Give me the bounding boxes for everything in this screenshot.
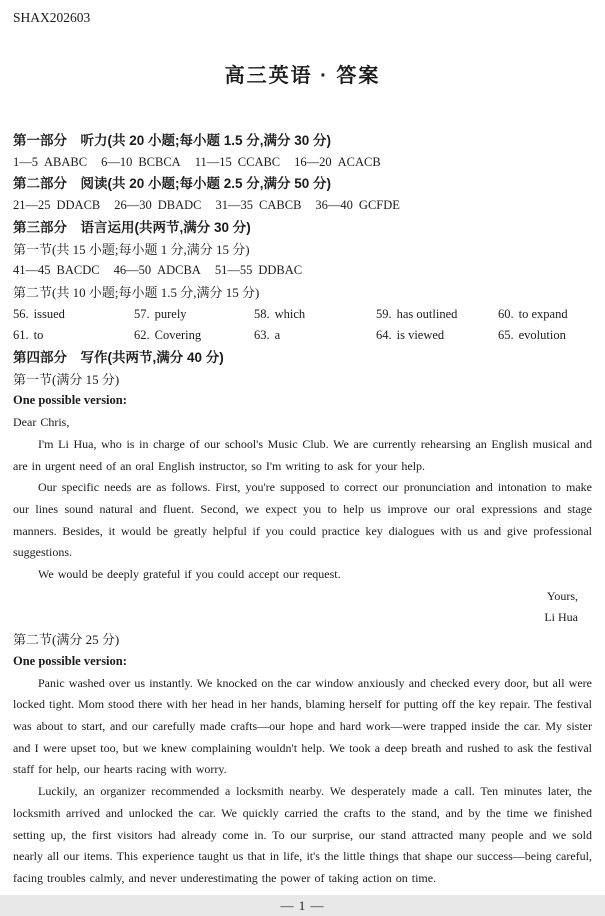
letter-paragraph-1: I'm Li Hua, who is in charge of our school's Music Club. We are currently rehearsing an English musical and are in urgent need of an oral English instructor, so I'm writing to ask for your help. [13, 436, 592, 473]
page-number: — 1 — [280, 897, 325, 913]
answer-range: 6—10 [101, 154, 133, 169]
grammar-answer-cell [376, 325, 498, 347]
answer-group [114, 260, 201, 282]
answer-letters: ADCBA [157, 263, 201, 278]
question-answer: to [33, 328, 44, 343]
reading-answers-row [13, 195, 592, 217]
grammar-answers-grid [13, 304, 592, 347]
grammar-answer-cell [134, 325, 254, 347]
answer-range: 11—15 [194, 154, 232, 169]
answer-range: 1—5 [13, 154, 38, 169]
answer-range: 51—55 [214, 263, 253, 278]
writing-section1-heading: 第一节(满分 15 分) [13, 371, 120, 387]
answer-range: 46—50 [113, 263, 152, 278]
question-answer: Covering [154, 328, 202, 343]
answer-letters: DDACB [56, 198, 101, 213]
question-answer: has outlined [396, 306, 458, 321]
answer-letters: DBADC [157, 198, 202, 213]
part1-heading: 第一部分 听力(共 20 小题;每小题 1.5 分,满分 30 分) [13, 133, 332, 148]
question-answer: which [274, 306, 306, 321]
question-number: 56. [13, 306, 29, 321]
grammar-answer-cell [254, 325, 376, 347]
letter-salutation: Dear Chris, [13, 415, 70, 430]
essay-paragraph-1: Panic washed over us instantly. We knocked on the car window anxiously and checked every door, but all were locked tight. Mom stood there with her head in her hands, blaming herself for putting off the key repair. The festival was about to start, and our carefully made crafts—our hope and hard work—were trapped inside the car. My sister and I were upset too, but we knew complaining wouldn't help. We took a deep breath and rushed to ask the festival staff for help, our hearts racing with worry. [13, 675, 592, 777]
question-number: 59. [376, 306, 392, 321]
part2-heading: 第二部分 阅读(共 20 小题;每小题 2.5 分,满分 50 分) [13, 176, 332, 192]
question-number: 61. [13, 328, 29, 343]
grammar-answer-cell [376, 304, 498, 326]
answer-group [13, 152, 87, 174]
letter-paragraph-3: We would be deeply grateful if you could accept our request. [38, 567, 341, 582]
document-title: 高三英语 · 答案 [224, 65, 381, 87]
grammar-answer-cell [13, 325, 134, 347]
letter-paragraph-2: Our specific needs are as follows. First, you're supposed to correct our pronunciation and intonation to make our lines sound natural and fluent. Second, we expect you to help us improve our oral expressions and stage manners. Besides, it would be greatly helpful if you could practice key dialogues with us and give professional suggestions. [13, 480, 592, 560]
answer-letters: ACACB [337, 154, 381, 169]
answer-letters: GCFDE [358, 198, 400, 213]
version-label-1: One possible version: [13, 393, 127, 408]
answer-letters: DDBAC [258, 263, 303, 278]
answer-group [101, 152, 181, 174]
part3-heading: 第三部分 语言运用(共两节,满分 30 分) [13, 219, 251, 235]
answer-group [195, 152, 280, 174]
grammar-answer-cell [498, 325, 592, 347]
answer-group [13, 260, 100, 282]
cloze-answers-row [13, 260, 592, 282]
essay-paragraph-2: Luckily, an organizer recommended a locksmith nearby. We desperately made a call. Ten minutes later, the locksmith arrived and unlocked the car. We quickly carried the crafts to the stand, and by the time we finished setting up, the first visitors had already come in. To our surprise, our stand attracted many people and we sold nearly all our items. This experience taught us that in life, it's the little things that shape our success—being careful, facing troubles calmly, and never underestimating the power of taking action on time. [13, 784, 592, 885]
question-number: 58. [254, 306, 270, 321]
question-number: 57. [134, 306, 150, 321]
answer-letters: ABABC [44, 154, 88, 169]
part3-section2-heading: 第二节(共 10 小题;每小题 1.5 分,满分 15 分) [13, 284, 260, 300]
answer-group [215, 260, 302, 282]
answer-group [315, 195, 399, 217]
listening-answers-row [13, 152, 592, 174]
document-body [13, 130, 592, 890]
question-answer: is viewed [396, 328, 445, 343]
answer-range: 31—35 [215, 198, 254, 213]
answer-range: 21—25 [13, 198, 51, 213]
grammar-answer-cell [134, 304, 254, 326]
answer-letters: CABCB [259, 198, 302, 213]
question-number: 65. [498, 328, 514, 343]
answer-group [216, 195, 302, 217]
question-number: 64. [376, 328, 392, 343]
part3-section1-heading: 第一节(共 15 小题;每小题 1 分,满分 15 分) [13, 241, 250, 257]
answer-range: 16—20 [294, 154, 332, 169]
answer-range: 36—40 [315, 198, 353, 213]
version-label-2: One possible version: [13, 653, 127, 668]
grammar-answer-cell [254, 304, 376, 326]
answer-letters: BCBCA [138, 154, 181, 169]
question-answer: evolution [518, 328, 566, 343]
question-number: 62. [134, 328, 150, 343]
question-answer: issued [33, 306, 65, 321]
answer-group [13, 195, 100, 217]
question-answer: purely [154, 306, 187, 321]
question-number: 63. [254, 328, 270, 343]
letter-closing: Yours, [546, 588, 578, 603]
writing-section2-heading: 第二节(满分 25 分) [13, 632, 120, 648]
document-code: SHAX202603 [13, 10, 91, 25]
answer-letters: BACDC [56, 263, 100, 278]
question-answer: to expand [518, 306, 568, 321]
answer-letters: CCABC [237, 154, 281, 169]
letter-signature: Li Hua [544, 610, 578, 625]
answer-group [114, 195, 201, 217]
answer-range: 41—45 [13, 263, 51, 278]
grammar-answer-cell [13, 304, 134, 326]
answer-group [294, 152, 381, 174]
grammar-answer-cell [498, 304, 592, 326]
question-answer: a [274, 328, 281, 343]
question-number: 60. [498, 306, 514, 321]
part4-heading: 第四部分 写作(共两节,满分 40 分) [13, 350, 224, 366]
answer-range: 26—30 [114, 198, 152, 213]
